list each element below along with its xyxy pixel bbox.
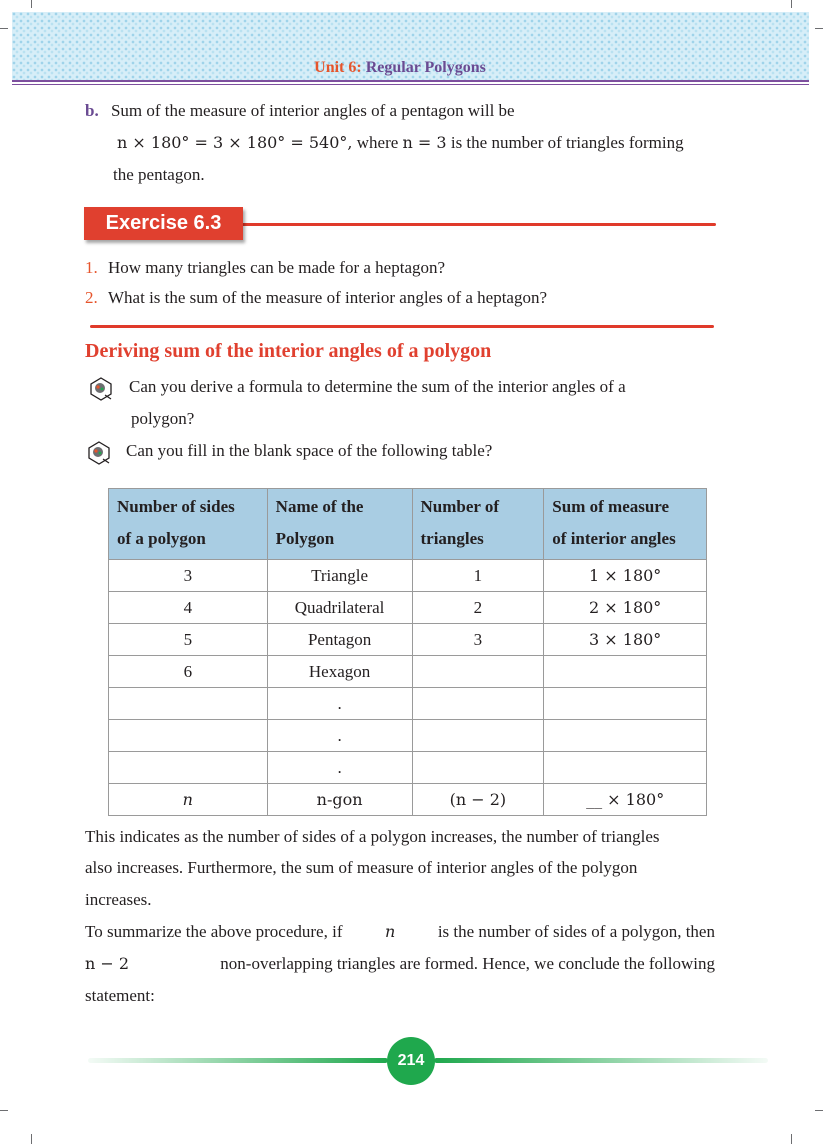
- table-cell: [544, 720, 707, 752]
- crop-mark: [815, 28, 823, 29]
- table-cell: 3: [412, 624, 544, 656]
- table-cell: .: [267, 752, 412, 784]
- question-text: What is the sum of the measure of interior angles of a heptagon?: [108, 288, 548, 307]
- part-b-line3: the pentagon.: [113, 165, 205, 184]
- crop-mark: [31, 0, 32, 8]
- table-cell: .: [267, 720, 412, 752]
- part-b-line2: [117, 133, 714, 153]
- crop-mark: [0, 1110, 8, 1111]
- polygon-table: [108, 488, 707, 816]
- table-cell: Pentagon: [267, 624, 412, 656]
- section-heading: Deriving sum of the interior angles of a polygon: [85, 340, 492, 362]
- crop-mark: [791, 0, 792, 8]
- question-derive-line2: polygon?: [131, 409, 195, 428]
- crop-mark: [815, 1110, 823, 1111]
- paragraph-line: [85, 954, 715, 974]
- table-row: [109, 656, 707, 688]
- column-header: [109, 489, 268, 560]
- crop-mark: [0, 28, 8, 29]
- table-cell: [109, 720, 268, 752]
- table-row: [109, 720, 707, 752]
- paragraph-line: increases.: [85, 890, 152, 909]
- table-cell: 2: [412, 592, 544, 624]
- table-cell: 5: [109, 624, 268, 656]
- header-line: Number of: [420, 497, 500, 516]
- header-rule: [12, 80, 809, 82]
- header-line: Polygon: [275, 529, 335, 548]
- exercise-question: [85, 288, 547, 308]
- question-number: 2.: [85, 288, 98, 307]
- unit-title: Regular Polygons: [365, 59, 486, 76]
- table-cell: 6: [109, 656, 268, 688]
- table-cell: 2 × 180°: [544, 592, 707, 624]
- table-cell: [544, 688, 707, 720]
- table-cell: Quadrilateral: [267, 592, 412, 624]
- footer-rule-left: [88, 1058, 388, 1063]
- table-cell: [544, 752, 707, 784]
- table-row: [109, 624, 707, 656]
- summary-text-c: non-overlapping triangles are formed. Hence, we conclude the following: [220, 954, 715, 973]
- table-row: [109, 592, 707, 624]
- column-header: [267, 489, 412, 560]
- paragraph-line: [85, 922, 715, 942]
- table-cell: .: [267, 688, 412, 720]
- table-cell: [109, 688, 268, 720]
- question-number: 1.: [85, 258, 98, 277]
- paragraph-line: also increases. Furthermore, the sum of measure of interior angles of the polygon: [85, 858, 638, 877]
- crop-mark: [791, 1134, 792, 1144]
- table-cell: [412, 688, 544, 720]
- exercise-badge: Exercise 6.3: [84, 207, 243, 240]
- footer-rule-right: [434, 1058, 768, 1063]
- table-cell: [544, 656, 707, 688]
- part-b-line2-rest: is the number of triangles forming: [450, 133, 684, 152]
- table-cell: n-gon: [267, 784, 412, 816]
- crop-mark: [31, 1134, 32, 1144]
- paragraph-line: This indicates as the number of sides of a polygon increases, the number of triangles: [85, 827, 660, 846]
- table-cell: [412, 656, 544, 688]
- part-b-text: Sum of the measure of interior angles of a pentagon will be: [110, 101, 515, 120]
- header-line: Sum of measure: [552, 497, 670, 516]
- header-line: of interior angles: [552, 529, 676, 548]
- header-line: triangles: [420, 529, 484, 548]
- n-equals-three: n = 3: [402, 133, 447, 152]
- table-cell: 3 × 180°: [544, 624, 707, 656]
- running-header: [0, 59, 800, 77]
- table-cell: Hexagon: [267, 656, 412, 688]
- table-cell: [412, 752, 544, 784]
- header-line: Name of the: [275, 497, 364, 516]
- table-row: [109, 752, 707, 784]
- header-line: of a polygon: [117, 529, 206, 548]
- table-row: [109, 784, 707, 816]
- question-fill-table: Can you fill in the blank space of the following table?: [126, 441, 493, 460]
- page-number: 214: [387, 1037, 435, 1085]
- table-cell: 4: [109, 592, 268, 624]
- table-cell: 3: [109, 560, 268, 592]
- part-b-line1: [85, 101, 515, 121]
- unit-separator: :: [356, 59, 362, 76]
- table-cell: 1 × 180°: [544, 560, 707, 592]
- table-cell: n: [109, 784, 268, 816]
- paragraph-line: statement:: [85, 986, 155, 1005]
- exercise-rule: [240, 223, 716, 226]
- column-header: [412, 489, 544, 560]
- table-row: [109, 560, 707, 592]
- thinking-head-icon: [89, 377, 113, 401]
- summary-text-a: To summarize the above procedure, if: [85, 922, 343, 941]
- exercise-question: [85, 258, 445, 278]
- summary-text-b: is the number of sides of a polygon, then: [437, 922, 715, 941]
- variable-n: n: [385, 922, 396, 941]
- part-b-label: b.: [85, 101, 99, 120]
- angle-sum-equation: n × 180° = 3 × 180° = 540°,: [117, 133, 353, 152]
- question-text: How many triangles can be made for a heptagon?: [108, 258, 446, 277]
- table-cell: [109, 752, 268, 784]
- table-cell: Triangle: [267, 560, 412, 592]
- table-cell: [412, 720, 544, 752]
- where-word: where: [356, 133, 399, 152]
- column-header: [544, 489, 707, 560]
- n-minus-two: n − 2: [85, 954, 130, 973]
- table-header-row: [109, 489, 707, 560]
- thinking-head-icon: [87, 441, 111, 465]
- question-derive-line1: Can you derive a formula to determine the sum of the interior angles of a: [129, 377, 626, 396]
- table-row: [109, 688, 707, 720]
- table-cell: __ × 180°: [544, 784, 707, 816]
- header-rule-thin: [12, 84, 809, 85]
- header-line: Number of sides: [117, 497, 235, 516]
- table-cell: (n − 2): [412, 784, 544, 816]
- unit-label: Unit 6: [314, 59, 357, 76]
- table-cell: 1: [412, 560, 544, 592]
- section-separator: [90, 325, 714, 328]
